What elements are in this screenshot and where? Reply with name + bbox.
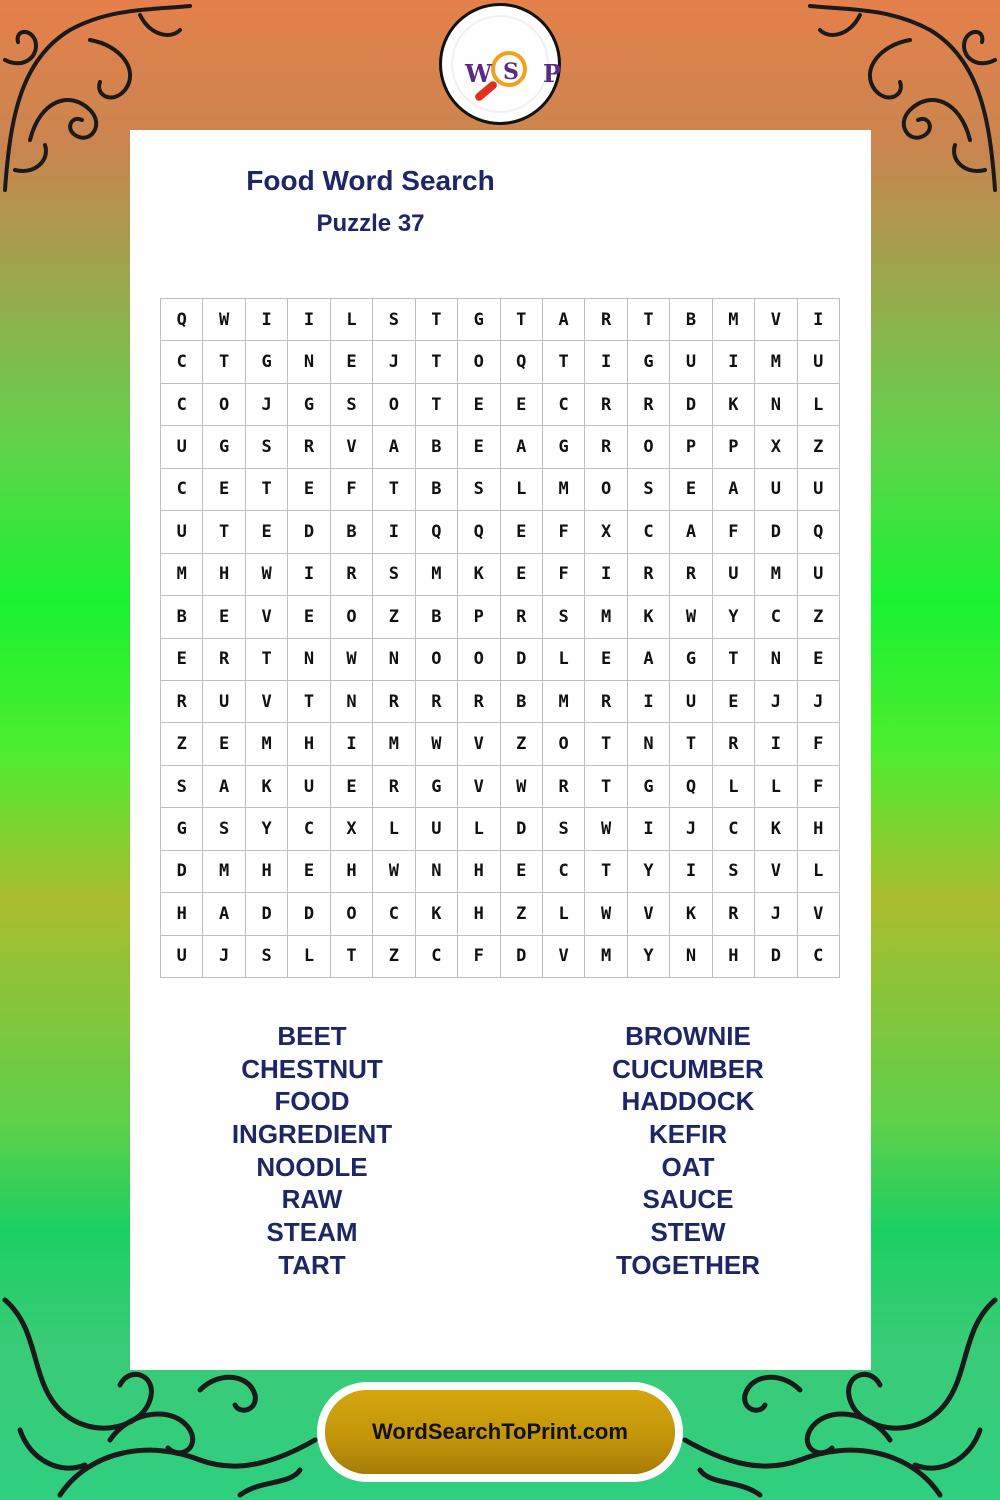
grid-cell[interactable]: R xyxy=(331,554,373,596)
grid-cell[interactable]: A xyxy=(670,511,712,553)
grid-cell[interactable]: S xyxy=(203,808,245,850)
grid-cell[interactable]: S xyxy=(161,766,203,808)
grid-cell[interactable]: R xyxy=(203,639,245,681)
grid-cell[interactable]: N xyxy=(628,723,670,765)
grid-cell[interactable]: H xyxy=(161,893,203,935)
grid-cell[interactable]: T xyxy=(203,341,245,383)
letter-grid[interactable] xyxy=(160,298,840,978)
grid-cell[interactable]: U xyxy=(755,469,797,511)
word-list-item: INGREDIENT xyxy=(231,1119,393,1150)
grid-cell[interactable]: Z xyxy=(501,893,543,935)
grid-cell[interactable]: G xyxy=(628,341,670,383)
grid-cell[interactable]: U xyxy=(203,681,245,723)
grid-cell[interactable]: U xyxy=(798,341,840,383)
grid-cell[interactable]: E xyxy=(798,639,840,681)
grid-cell[interactable]: H xyxy=(458,851,500,893)
grid-cell[interactable]: T xyxy=(288,681,330,723)
grid-cell[interactable]: H xyxy=(288,723,330,765)
grid-cell[interactable]: E xyxy=(501,384,543,426)
grid-cell[interactable]: E xyxy=(458,384,500,426)
grid-cell[interactable]: I xyxy=(331,723,373,765)
grid-cell[interactable]: H xyxy=(246,851,288,893)
grid-cell[interactable]: W xyxy=(246,554,288,596)
grid-cell[interactable]: T xyxy=(670,723,712,765)
grid-cell[interactable]: N xyxy=(288,341,330,383)
grid-cell[interactable]: A xyxy=(203,766,245,808)
grid-cell[interactable]: N xyxy=(288,639,330,681)
grid-cell[interactable]: I xyxy=(628,681,670,723)
grid-cell[interactable]: R xyxy=(585,426,627,468)
grid-cell[interactable]: I xyxy=(755,723,797,765)
grid-cell[interactable]: C xyxy=(798,936,840,978)
grid-cell[interactable]: G xyxy=(288,384,330,426)
grid-cell[interactable]: K xyxy=(416,893,458,935)
grid-cell[interactable]: T xyxy=(246,469,288,511)
grid-cell[interactable]: O xyxy=(585,469,627,511)
grid-cell[interactable]: M xyxy=(543,469,585,511)
grid-cell[interactable]: E xyxy=(203,469,245,511)
grid-cell[interactable]: X xyxy=(331,808,373,850)
page-title: Food Word Search xyxy=(246,165,495,196)
website-label: WordSearchToPrint.com xyxy=(372,1419,628,1444)
grid-cell[interactable]: S xyxy=(331,384,373,426)
grid-cell[interactable]: R xyxy=(585,299,627,341)
grid-cell[interactable]: V xyxy=(755,851,797,893)
logo-ring xyxy=(451,15,562,113)
grid-cell[interactable]: M xyxy=(373,723,415,765)
word-list-item: RAW xyxy=(281,1184,343,1215)
grid-cell[interactable]: A xyxy=(373,426,415,468)
grid-cell[interactable]: V xyxy=(458,766,500,808)
grid-cell[interactable]: V xyxy=(458,723,500,765)
word-list-item: STEW xyxy=(650,1217,726,1248)
grid-cell[interactable]: K xyxy=(670,893,712,935)
grid-cell[interactable]: C xyxy=(161,384,203,426)
grid-cell[interactable]: Z xyxy=(373,936,415,978)
grid-cell[interactable]: K xyxy=(458,554,500,596)
grid-cell[interactable]: S xyxy=(246,936,288,978)
grid-cell[interactable]: Q xyxy=(161,299,203,341)
grid-cell[interactable]: W xyxy=(585,893,627,935)
grid-cell[interactable]: R xyxy=(628,384,670,426)
grid-cell[interactable]: G xyxy=(246,341,288,383)
word-list-item: KEFIR xyxy=(649,1119,727,1150)
grid-cell[interactable]: C xyxy=(416,936,458,978)
grid-cell[interactable]: A xyxy=(543,299,585,341)
grid-cell[interactable]: Q xyxy=(416,511,458,553)
grid-cell[interactable]: K xyxy=(246,766,288,808)
grid-cell[interactable]: R xyxy=(628,554,670,596)
grid-cell[interactable]: L xyxy=(288,936,330,978)
grid-cell[interactable]: C xyxy=(161,341,203,383)
grid-cell[interactable]: J xyxy=(246,384,288,426)
grid-cell[interactable]: K xyxy=(755,808,797,850)
grid-cell[interactable]: W xyxy=(416,723,458,765)
logo-letter-p: P xyxy=(543,59,562,88)
grid-cell[interactable]: N xyxy=(755,639,797,681)
grid-cell[interactable]: Y xyxy=(246,808,288,850)
grid-cell[interactable]: R xyxy=(543,766,585,808)
grid-cell[interactable]: O xyxy=(331,893,373,935)
grid-cell[interactable]: D xyxy=(161,851,203,893)
grid-cell[interactable]: F xyxy=(331,469,373,511)
grid-cell[interactable]: M xyxy=(585,596,627,638)
grid-cell[interactable]: G xyxy=(670,639,712,681)
grid-cell[interactable]: S xyxy=(543,596,585,638)
grid-cell[interactable]: D xyxy=(246,893,288,935)
grid-cell[interactable]: V xyxy=(628,893,670,935)
grid-cell[interactable]: S xyxy=(713,851,755,893)
grid-cell[interactable]: D xyxy=(755,511,797,553)
grid-cell[interactable]: W xyxy=(331,639,373,681)
grid-cell[interactable]: R xyxy=(288,426,330,468)
grid-cell[interactable]: R xyxy=(373,766,415,808)
grid-cell[interactable]: I xyxy=(670,851,712,893)
grid-cell[interactable]: C xyxy=(543,384,585,426)
grid-cell[interactable]: S xyxy=(373,554,415,596)
grid-cell[interactable]: O xyxy=(458,341,500,383)
grid-cell[interactable]: E xyxy=(670,469,712,511)
grid-cell[interactable]: E xyxy=(161,639,203,681)
grid-cell[interactable]: R xyxy=(161,681,203,723)
grid-cell[interactable]: O xyxy=(543,723,585,765)
grid-cell[interactable]: F xyxy=(543,511,585,553)
logo-letter-s: S xyxy=(503,59,519,85)
grid-cell[interactable]: E xyxy=(246,511,288,553)
grid-cell[interactable]: R xyxy=(458,681,500,723)
website-button[interactable] xyxy=(325,1390,675,1474)
grid-cell[interactable]: T xyxy=(628,299,670,341)
grid-cell[interactable]: M xyxy=(203,851,245,893)
grid-cell[interactable]: Q xyxy=(670,766,712,808)
grid-cell[interactable]: L xyxy=(798,851,840,893)
grid-cell[interactable]: I xyxy=(628,808,670,850)
grid-cell[interactable]: A xyxy=(203,893,245,935)
grid-cell[interactable]: J xyxy=(203,936,245,978)
grid-cell[interactable]: D xyxy=(288,511,330,553)
grid-cell[interactable]: R xyxy=(713,723,755,765)
word-list-item: TOGETHER xyxy=(616,1249,760,1280)
grid-cell[interactable]: T xyxy=(501,299,543,341)
grid-cell[interactable]: J xyxy=(755,681,797,723)
grid-cell[interactable]: Z xyxy=(798,426,840,468)
grid-cell[interactable]: Q xyxy=(458,511,500,553)
grid-cell[interactable]: P xyxy=(713,426,755,468)
word-list-item: BEET xyxy=(277,1021,347,1051)
grid-cell[interactable]: M xyxy=(416,554,458,596)
grid-cell[interactable]: H xyxy=(713,936,755,978)
grid-cell[interactable]: T xyxy=(416,341,458,383)
grid-cell[interactable]: N xyxy=(670,936,712,978)
grid-cell[interactable]: Y xyxy=(628,936,670,978)
grid-cell[interactable]: I xyxy=(288,554,330,596)
grid-cell[interactable]: L xyxy=(755,766,797,808)
grid-cell[interactable]: C xyxy=(373,893,415,935)
grid-cell[interactable]: R xyxy=(585,681,627,723)
logo-letter-w: W xyxy=(465,59,492,88)
word-list-item: STEAM xyxy=(266,1217,358,1248)
word-list-item: BROWNIE xyxy=(625,1021,751,1051)
grid-cell[interactable]: B xyxy=(416,596,458,638)
grid-cell[interactable]: D xyxy=(501,639,543,681)
grid-cell[interactable]: I xyxy=(373,511,415,553)
grid-cell[interactable]: G xyxy=(458,299,500,341)
grid-cell[interactable]: X xyxy=(755,426,797,468)
puzzle-number: Puzzle 37 xyxy=(316,210,425,237)
grid-cell[interactable]: E xyxy=(501,554,543,596)
wsp-logo[interactable] xyxy=(439,3,561,125)
word-list-item: TART xyxy=(278,1249,346,1280)
grid-cell[interactable]: L xyxy=(543,639,585,681)
word-list-item: CHESTNUT xyxy=(241,1053,383,1084)
grid-cell[interactable]: S xyxy=(458,469,500,511)
word-list-item: NOODLE xyxy=(256,1151,368,1182)
grid-cell[interactable]: T xyxy=(373,469,415,511)
grid-cell[interactable]: U xyxy=(798,469,840,511)
grid-cell[interactable]: R xyxy=(585,384,627,426)
grid-cell[interactable]: F xyxy=(798,723,840,765)
grid-cell[interactable]: V xyxy=(246,596,288,638)
grid-cell[interactable]: T xyxy=(543,341,585,383)
grid-cell[interactable]: U xyxy=(288,766,330,808)
grid-cell[interactable]: H xyxy=(203,554,245,596)
grid-cell[interactable]: J xyxy=(755,893,797,935)
grid-cell[interactable]: T xyxy=(331,936,373,978)
grid-cell[interactable]: S xyxy=(628,469,670,511)
word-list-item: SAUCE xyxy=(642,1184,734,1215)
grid-cell[interactable]: L xyxy=(458,808,500,850)
grid-cell[interactable]: I xyxy=(585,341,627,383)
grid-cell[interactable]: L xyxy=(543,893,585,935)
grid-cell[interactable]: Z xyxy=(501,723,543,765)
grid-cell[interactable]: B xyxy=(416,469,458,511)
grid-cell[interactable]: D xyxy=(501,936,543,978)
grid-cell[interactable]: R xyxy=(670,554,712,596)
grid-cell[interactable]: S xyxy=(543,808,585,850)
grid-cell[interactable]: T xyxy=(713,639,755,681)
grid-cell[interactable]: W xyxy=(203,299,245,341)
grid-cell[interactable]: G xyxy=(416,766,458,808)
word-list-item: FOOD xyxy=(274,1086,350,1117)
grid-cell[interactable]: I xyxy=(246,299,288,341)
grid-cell[interactable]: M xyxy=(755,554,797,596)
grid-cell[interactable]: E xyxy=(288,469,330,511)
grid-cell[interactable]: R xyxy=(416,681,458,723)
grid-cell[interactable]: Z xyxy=(373,596,415,638)
grid-cell[interactable]: V xyxy=(798,893,840,935)
grid-cell[interactable]: J xyxy=(373,341,415,383)
grid-cell[interactable]: D xyxy=(288,893,330,935)
grid-cell[interactable]: C xyxy=(755,596,797,638)
grid-cell[interactable]: V xyxy=(755,299,797,341)
grid-cell[interactable]: O xyxy=(373,384,415,426)
grid-cell[interactable]: U xyxy=(670,681,712,723)
grid-cell[interactable]: N xyxy=(755,384,797,426)
word-list-item: CUCUMBER xyxy=(612,1053,764,1084)
grid-cell[interactable]: G xyxy=(628,766,670,808)
grid-cell[interactable]: W xyxy=(585,808,627,850)
grid-cell[interactable]: E xyxy=(458,426,500,468)
grid-cell[interactable]: M xyxy=(543,681,585,723)
grid-cell[interactable]: N xyxy=(331,681,373,723)
grid-cell[interactable]: Z xyxy=(161,723,203,765)
grid-cell[interactable]: T xyxy=(585,723,627,765)
grid-cell[interactable]: P xyxy=(670,426,712,468)
grid-cell[interactable]: I xyxy=(713,341,755,383)
grid-cell[interactable]: G xyxy=(161,808,203,850)
grid-cell[interactable]: T xyxy=(585,851,627,893)
grid-cell[interactable]: O xyxy=(458,639,500,681)
grid-cell[interactable]: A xyxy=(501,426,543,468)
grid-cell[interactable]: F xyxy=(543,554,585,596)
grid-cell[interactable]: L xyxy=(798,384,840,426)
word-list-item: HADDOCK xyxy=(621,1086,755,1117)
grid-cell[interactable]: B xyxy=(501,681,543,723)
grid-cell[interactable]: R xyxy=(373,681,415,723)
grid-cell[interactable]: E xyxy=(501,511,543,553)
grid-cell[interactable]: E xyxy=(501,851,543,893)
grid-cell[interactable]: S xyxy=(373,299,415,341)
grid-cell[interactable]: E xyxy=(288,851,330,893)
grid-cell[interactable]: I xyxy=(798,299,840,341)
grid-cell[interactable]: E xyxy=(331,766,373,808)
grid-cell[interactable]: T xyxy=(585,766,627,808)
word-list-left xyxy=(152,1020,472,1282)
grid-cell[interactable]: U xyxy=(670,341,712,383)
grid-cell[interactable]: U xyxy=(798,554,840,596)
grid-cell[interactable]: C xyxy=(543,851,585,893)
grid-cell[interactable]: K xyxy=(713,384,755,426)
grid-cell[interactable]: M xyxy=(755,341,797,383)
grid-cell[interactable]: E xyxy=(203,723,245,765)
grid-cell[interactable]: Z xyxy=(798,596,840,638)
grid-cell[interactable]: M xyxy=(246,723,288,765)
grid-cell[interactable]: I xyxy=(288,299,330,341)
grid-cell[interactable]: F xyxy=(713,511,755,553)
grid-cell[interactable]: L xyxy=(373,808,415,850)
grid-cell[interactable]: J xyxy=(798,681,840,723)
grid-cell[interactable]: E xyxy=(331,341,373,383)
grid-cell[interactable]: E xyxy=(203,596,245,638)
grid-cell[interactable]: G xyxy=(203,426,245,468)
grid-cell[interactable]: T xyxy=(416,299,458,341)
grid-cell[interactable]: V xyxy=(543,936,585,978)
grid-cell[interactable]: N xyxy=(416,851,458,893)
grid-cell[interactable]: C xyxy=(161,469,203,511)
grid-cell[interactable]: D xyxy=(670,384,712,426)
grid-cell[interactable]: Q xyxy=(798,511,840,553)
grid-cell[interactable]: Y xyxy=(713,596,755,638)
grid-cell[interactable]: E xyxy=(585,639,627,681)
grid-cell[interactable]: N xyxy=(373,639,415,681)
grid-cell[interactable]: H xyxy=(331,851,373,893)
grid-cell[interactable]: F xyxy=(458,936,500,978)
grid-cell[interactable]: G xyxy=(543,426,585,468)
grid-cell[interactable]: F xyxy=(798,766,840,808)
grid-cell[interactable]: C xyxy=(713,808,755,850)
grid-cell[interactable]: D xyxy=(755,936,797,978)
grid-cell[interactable]: B xyxy=(161,596,203,638)
grid-cell[interactable]: Q xyxy=(501,341,543,383)
grid-cell[interactable]: R xyxy=(713,893,755,935)
grid-cell[interactable]: T xyxy=(203,511,245,553)
grid-cell[interactable]: W xyxy=(501,766,543,808)
grid-cell[interactable]: V xyxy=(331,426,373,468)
grid-cell[interactable]: E xyxy=(288,596,330,638)
grid-cell[interactable]: H xyxy=(458,893,500,935)
grid-cell[interactable]: L xyxy=(331,299,373,341)
grid-cell[interactable]: J xyxy=(670,808,712,850)
grid-cell[interactable]: V xyxy=(246,681,288,723)
grid-cell[interactable]: C xyxy=(288,808,330,850)
grid-cell[interactable]: B xyxy=(670,299,712,341)
grid-cell[interactable]: A xyxy=(628,639,670,681)
grid-cell[interactable]: K xyxy=(628,596,670,638)
grid-cell[interactable]: L xyxy=(713,766,755,808)
grid-cell[interactable]: U xyxy=(161,936,203,978)
grid-cell[interactable]: U xyxy=(161,511,203,553)
word-list-right xyxy=(528,1020,848,1282)
grid-cell[interactable]: U xyxy=(416,808,458,850)
grid-cell[interactable]: H xyxy=(798,808,840,850)
grid-cell[interactable]: B xyxy=(331,511,373,553)
word-list-item: OAT xyxy=(661,1151,715,1182)
grid-cell[interactable]: U xyxy=(713,554,755,596)
grid-cell[interactable]: O xyxy=(331,596,373,638)
grid-cell[interactable]: D xyxy=(501,808,543,850)
grid-cell[interactable]: L xyxy=(501,469,543,511)
grid-cell[interactable]: P xyxy=(458,596,500,638)
grid-cell[interactable]: O xyxy=(628,426,670,468)
grid-cell[interactable]: M xyxy=(161,554,203,596)
grid-cell[interactable]: O xyxy=(203,384,245,426)
grid-cell[interactable]: A xyxy=(713,469,755,511)
grid-cell[interactable]: T xyxy=(416,384,458,426)
grid-cell[interactable]: C xyxy=(628,511,670,553)
grid-cell[interactable]: X xyxy=(585,511,627,553)
grid-cell[interactable]: Y xyxy=(628,851,670,893)
grid-cell[interactable]: M xyxy=(713,299,755,341)
grid-cell[interactable]: B xyxy=(416,426,458,468)
grid-cell[interactable]: M xyxy=(585,936,627,978)
grid-cell[interactable]: W xyxy=(670,596,712,638)
grid-cell[interactable]: U xyxy=(161,426,203,468)
grid-cell[interactable]: W xyxy=(373,851,415,893)
grid-cell[interactable]: R xyxy=(501,596,543,638)
grid-cell[interactable]: I xyxy=(585,554,627,596)
grid-cell[interactable]: E xyxy=(713,681,755,723)
grid-cell[interactable]: O xyxy=(416,639,458,681)
grid-cell[interactable]: T xyxy=(246,639,288,681)
grid-cell[interactable]: S xyxy=(246,426,288,468)
